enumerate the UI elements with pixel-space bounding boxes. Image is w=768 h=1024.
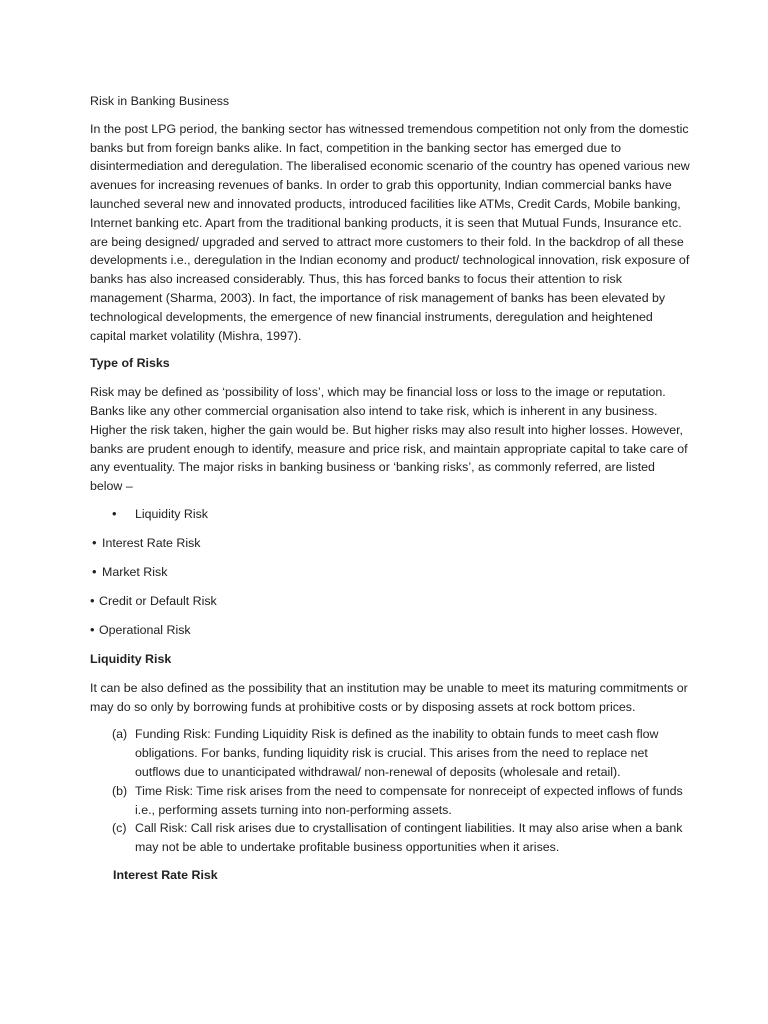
list-item [90,592,690,611]
list-item [90,782,690,820]
list-marker: (a) [112,727,128,742]
list-item-text: Market Risk [102,564,168,579]
list-item-text: Call Risk: Call risk arises due to crystallisation of contingent liabilities. It may also arise when a bank may not be able to undertake profitable business opportunities when it arises. [135,821,683,855]
list-item [90,563,690,582]
document-title: Risk in Banking Business [90,94,230,108]
list-item-text: Credit or Default Risk [99,593,217,608]
bullet-icon: • [92,534,97,550]
types-heading: Type of Risks [90,356,170,371]
list-item [90,621,690,640]
types-paragraph: Risk may be defined as ‘possibility of loss’, which may be financial loss or loss to the image or reputation. Banks like any other commercial organisation also intend to take risk, which is inherent in any business. Higher the risk taken, higher the gain would be. But higher risks may also result into higher losses. However, banks are prudent enough to identify, measure and price risk, and maintain appropriate capital to take care of any eventuality. The major risks in banking business or ‘banking risks’, as commonly referred, are listed below – [90,385,688,494]
list-item-text: Liquidity Risk [135,506,208,521]
liquidity-heading: Liquidity Risk [90,651,172,666]
list-item-text: Operational Risk [99,622,191,637]
interest-rate-heading: Interest Rate Risk [113,867,218,882]
list-item-text: Funding Risk: Funding Liquidity Risk is defined as the inability to obtain funds to meet cash flow obligations. For banks, funding liquidity risk is crucial. This arises from the need to replace net outflows due to unanticipated withdrawal/ non-renewal of deposits (wholesale and retail). [135,727,659,779]
bullet-icon: • [90,621,95,637]
list-item [90,725,690,781]
list-marker: (b) [112,783,128,798]
risk-bullet-list [90,505,690,640]
bullet-icon: • [112,505,117,521]
list-item-text: Interest Rate Risk [102,535,201,550]
bullet-icon: • [92,563,97,579]
list-item-text: Time Risk: Time risk arises from the need to compensate for nonreceipt of expected inflows of funds i.e., performing assets turning into non-performing assets. [135,783,683,817]
liquidity-sub-list [90,725,690,857]
list-item [90,505,690,524]
list-marker: (c) [112,821,127,836]
document-page [90,92,690,885]
liquidity-paragraph: It can be also defined as the possibility that an institution may be unable to meet its maturing commitments or may do so only by borrowing funds at prohibitive costs or by disposing assets at rock bottom prices. [90,680,688,714]
list-item [90,534,690,553]
intro-paragraph: In the post LPG period, the banking sector has witnessed tremendous competition not only from the domestic banks but from foreign banks alike. In fact, competition in the banking sector has emerged due to disintermediation and deregulation. The liberalised economic scenario of the country has opened various new avenues for increasing revenues of banks. In order to grab this opportunity, Indian commercial banks have launched several new and innovated products, introduced facilities like ATMs, Credit Cards, Mobile banking, Internet banking etc. Apart from the traditional banking products, it is seen that Mutual Funds, Insurance etc. are being designed/ upgraded and served to attract more customers to their fold. In the backdrop of all these developments i.e., deregulation in the Indian economy and product/ technological innovation, risk exposure of banks has also increased considerably. Thus, this has forced banks to focus their attention to risk management (Sharma, 2003). In fact, the importance of risk management of banks has been elevated by technological developments, the emergence of new financial instruments, deregulation and heightened capital market volatility (Mishra, 1997). [90,121,690,343]
list-item [90,819,690,857]
bullet-icon: • [90,592,95,608]
